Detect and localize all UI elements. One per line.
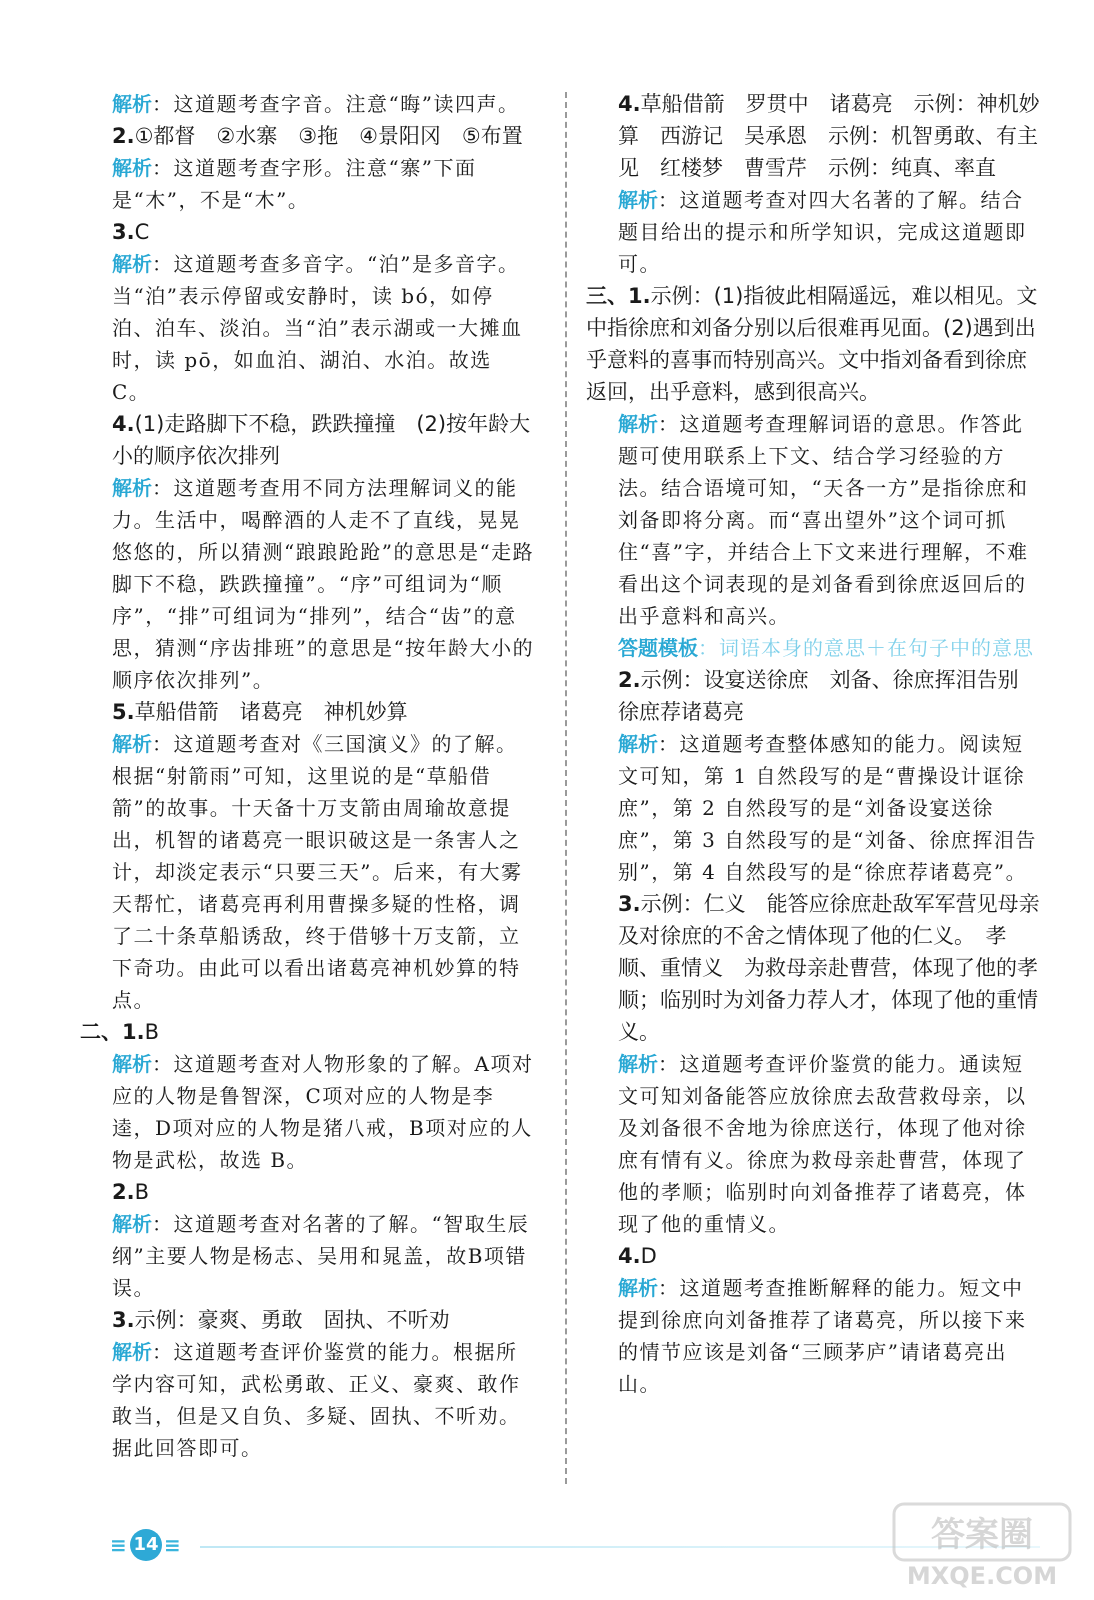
answer-item xyxy=(618,888,1043,1048)
answer-item xyxy=(112,408,536,472)
left-column xyxy=(80,88,536,1464)
question-number: 2. xyxy=(112,124,135,148)
answer-item xyxy=(618,1240,1043,1272)
answer-text: ①都督 ②水寨 ③拖 ④景阳冈 ⑤布置 xyxy=(134,124,523,148)
question-number: 4. xyxy=(618,1244,641,1268)
question-number: 2. xyxy=(112,1180,135,1204)
badge-left-glyph: ≡ xyxy=(110,1533,127,1557)
question-number: 4. xyxy=(618,92,641,116)
question-number: 1. xyxy=(122,1020,145,1044)
answer-text: C xyxy=(134,220,150,244)
explanation-label: 解析 xyxy=(112,1052,152,1076)
explanation xyxy=(112,728,536,1016)
explanation-label: 解析 xyxy=(618,732,658,756)
explanation xyxy=(618,1272,1043,1400)
explanation-text: ：这道题考查推断解释的能力。短文中提到徐庶向刘备推荐了诸葛亮，所以接下来的情节应该是刘备“三顾茅庐”请诸葛亮出山。 xyxy=(618,1276,1027,1396)
explanation xyxy=(112,1208,536,1304)
explanation-text: ：这道题考查对四大名著的了解。结合题目给出的提示和所学知识，完成这道题即可。 xyxy=(618,188,1027,276)
explanation xyxy=(112,152,536,216)
answer-text: D xyxy=(640,1244,657,1268)
explanation-label: 解析 xyxy=(618,1276,658,1300)
explanation-text: ：这道题考查评价鉴赏的能力。根据所学内容可知，武松勇敢、正义、豪爽、敢作敢当，但是又自负、多疑、固执、不听劝。据此回答即可。 xyxy=(112,1340,521,1460)
template-text: ：词语本身的意思＋在句子中的意思 xyxy=(698,636,1034,660)
right-column xyxy=(586,88,1043,1400)
explanation-text: ：这道题考查对人物形象的了解。A项对应的人物是鲁智深，C项对应的人物是李逵，D项对应的人物是猪八戒，B项对应的人物是武松，故选 B。 xyxy=(112,1052,534,1172)
answer-item xyxy=(112,1304,536,1336)
section-marker: 二、 xyxy=(80,1020,122,1044)
explanation xyxy=(112,88,536,120)
answer-item xyxy=(80,1016,536,1048)
badge-right-glyph: ≡ xyxy=(164,1533,181,1557)
explanation-text: ：这道题考查字音。注意“晦”读四声。 xyxy=(152,92,520,116)
question-number: 3. xyxy=(112,1308,135,1332)
explanation-text: ：这道题考查理解词语的意思。作答此题可使用联系上下文、结合学习经验的方法。结合语境可知，“天各一方”是指徐庶和刘备即将分离。而“喜出望外”这个词可抓住“喜”字，并结合上下文来进行理解，不难看出这个词表现的是刘备看到徐庶返回后的出乎意料和高兴。 xyxy=(618,412,1029,628)
explanation-text: ：这道题考查字形。注意“寨”下面是“木”，不是“木”。 xyxy=(112,156,477,212)
explanation xyxy=(618,184,1043,280)
explanation-label: 解析 xyxy=(112,732,152,756)
explanation-text: ：这道题考查评价鉴赏的能力。通读短文可知刘备能答应放徐庶去敌营救母亲，以及刘备很不舍地为徐庶送行，体现了他对徐庶有情有义。徐庶为救母亲赴曹营，体现了他的孝顺；临别时向刘备推荐了诸葛亮，体现了他的重情义。 xyxy=(618,1052,1027,1236)
explanation xyxy=(112,248,536,408)
explanation xyxy=(618,728,1043,888)
template-label: 答题模板 xyxy=(618,636,698,660)
explanation-text: ：这道题考查对名著的了解。“智取生辰纲”主要人物是杨志、吴用和晁盖，故B项错误。 xyxy=(112,1212,530,1300)
explanation-label: 解析 xyxy=(618,1052,658,1076)
answer-item xyxy=(112,120,536,152)
page-badge xyxy=(110,1528,196,1562)
explanation xyxy=(112,1336,536,1464)
page-number: 14 xyxy=(130,1529,162,1561)
explanation-label: 解析 xyxy=(112,1212,152,1236)
explanation-label: 解析 xyxy=(112,92,152,116)
explanation-text: ：这道题考查用不同方法理解词义的能力。生活中，喝醉酒的人走不了直线，晃晃悠悠的，所以猜测“踉踉跄跄”的意思是“走路脚下不稳，跌跌撞撞”。“序”可组词为“顺序”，“排”可组词为“排列”，结合“齿”的意思，猜测“序齿排班”的意思是“按年龄大小的顺序依次排列”。 xyxy=(112,476,535,692)
answer-text: B xyxy=(144,1020,160,1044)
question-number: 5. xyxy=(112,700,135,724)
answer-text: (1)走路脚下不稳，跌跌撞撞 (2)按年龄大小的顺序依次排列 xyxy=(112,412,531,468)
answer-template xyxy=(618,632,1043,664)
column-divider xyxy=(565,92,567,1484)
explanation-text: ：这道题考查整体感知的能力。阅读短文可知，第 1 自然段写的是“曹操设计诓徐庶”，第 2 自然段写的是“刘备设宴送徐庶”，第 3 自然段写的是“刘备、徐庶挥泪告别”，第 4 自然段写的是“徐庶荐诸葛亮”。 xyxy=(618,732,1037,884)
answer-text: 示例：(1)指彼此相隔遥远，难以相见。文中指徐庶和刘备分别以后很难再见面。(2)遇到出乎意料的喜事而特别高兴。文中指刘备看到徐庶返回，出乎意料，感到很高兴。 xyxy=(586,284,1038,404)
answer-item xyxy=(586,280,1043,408)
explanation xyxy=(618,408,1043,632)
answer-item xyxy=(112,216,536,248)
watermark-brand: 答案圈 xyxy=(931,1515,1033,1555)
answer-item xyxy=(112,1176,536,1208)
explanation-label: 解析 xyxy=(618,412,658,436)
answer-text: 示例：设宴送徐庶 刘备、徐庶挥泪告别 徐庶荐诸葛亮 xyxy=(618,668,1040,724)
question-number: 3. xyxy=(112,220,135,244)
explanation-text: ：这道题考查多音字。“泊”是多音字。当“泊”表示停留或安静时，读 bó，如停泊、泊车、淡泊。当“泊”表示湖或一大摊血时，读 pō，如血泊、湖泊、水泊。故选 C。 xyxy=(112,252,523,404)
question-number: 4. xyxy=(112,412,135,436)
question-number: 2. xyxy=(618,668,641,692)
answer-text: 草船借箭 诸葛亮 神机妙算 xyxy=(134,700,408,724)
explanation-label: 解析 xyxy=(112,252,152,276)
answer-text: 示例：仁义 能答应徐庶赴敌军军营见母亲及对徐庶的不舍之情体现了他的仁义。 孝顺、重情义 为救母亲赴曹营，体现了他的孝顺；临别时为刘备力荐人才，体现了他的重情义。 xyxy=(618,892,1040,1044)
explanation-text: ：这道题考查对《三国演义》的了解。根据“射箭雨”可知，这里说的是“草船借箭”的故事。十天备十万支箭由周瑜故意提出，机智的诸葛亮一眼识破这是一条害人之计，却淡定表示“只要三天”。后来，有大雾天帮忙，诸葛亮再利用曹操多疑的性格，调了二十条草船诱敌，终于借够十万支箭，立下奇功。由此可以看出诸葛亮神机妙算的特点。 xyxy=(112,732,523,1012)
watermark-logo xyxy=(892,1500,1072,1592)
explanation xyxy=(112,472,536,696)
explanation-label: 解析 xyxy=(112,156,152,180)
question-number: 3. xyxy=(618,892,641,916)
explanation-label: 解析 xyxy=(112,1340,152,1364)
answer-item xyxy=(618,664,1043,728)
explanation-label: 解析 xyxy=(112,476,152,500)
explanation-label: 解析 xyxy=(618,188,658,212)
explanation xyxy=(112,1048,536,1176)
answer-text: 示例：豪爽、勇敢 固执、不听劝 xyxy=(134,1308,450,1332)
answer-item xyxy=(112,696,536,728)
explanation xyxy=(618,1048,1043,1240)
question-number: 1. xyxy=(628,284,651,308)
answer-text: B xyxy=(134,1180,150,1204)
watermark-url: MXQE.COM xyxy=(906,1562,1058,1590)
answer-item xyxy=(618,88,1043,184)
section-marker: 三、 xyxy=(586,284,628,308)
answer-text: 草船借箭 罗贯中 诸葛亮 示例：神机妙算 西游记 吴承恩 示例：机智勇敢、有主见 红楼梦 曹雪芹 示例：纯真、率直 xyxy=(618,92,1040,180)
